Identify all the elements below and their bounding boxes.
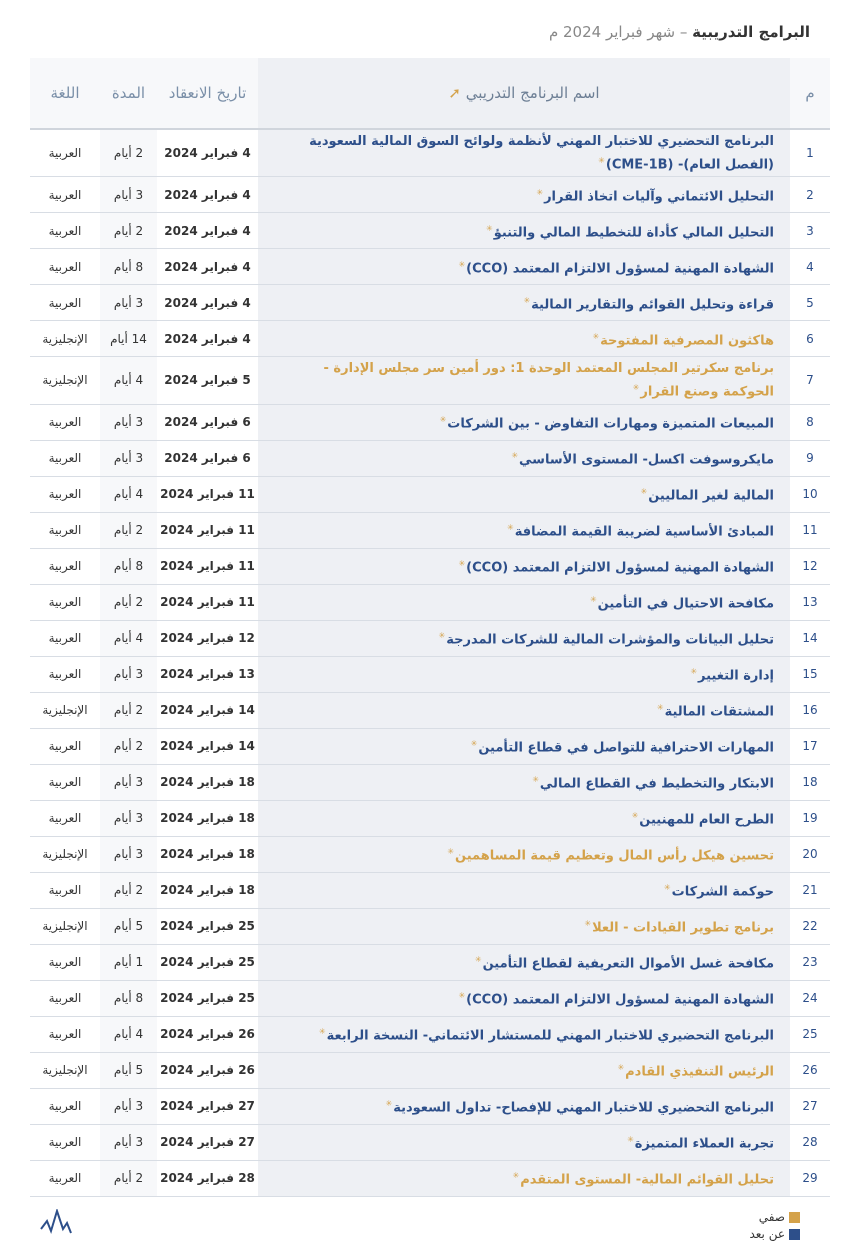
program-date: 11 فبراير 2024: [157, 584, 258, 620]
program-duration: 2 أيام: [100, 1160, 157, 1196]
program-language: العربية: [30, 1088, 100, 1124]
sparkle-icon: ✳: [474, 955, 482, 965]
program-date: 11 فبراير 2024: [157, 476, 258, 512]
program-language: العربية: [30, 548, 100, 584]
program-name: [258, 836, 790, 872]
legend-remote: [749, 1226, 800, 1243]
sparkle-icon: ✳: [438, 631, 446, 641]
program-name: [258, 872, 790, 908]
sparkle-icon: ✳: [589, 595, 597, 605]
row-number: 8: [790, 404, 830, 440]
table-row: [30, 1088, 830, 1124]
program-name-text: المهارات الاحترافية للتواصل في قطاع التأمين: [478, 740, 774, 756]
table-row: [30, 584, 830, 620]
row-number: 20: [790, 836, 830, 872]
program-date: 4 فبراير 2024: [157, 213, 258, 249]
sparkle-icon: ✳: [470, 739, 478, 749]
program-date: 27 فبراير 2024: [157, 1088, 258, 1124]
row-number: 19: [790, 800, 830, 836]
program-date: 25 فبراير 2024: [157, 944, 258, 980]
program-date: 4 فبراير 2024: [157, 285, 258, 321]
program-language: العربية: [30, 656, 100, 692]
program-date: 13 فبراير 2024: [157, 656, 258, 692]
program-name: [258, 213, 790, 249]
table-row: [30, 1124, 830, 1160]
row-number: 18: [790, 764, 830, 800]
program-language: الإنجليزية: [30, 357, 100, 404]
table-row: [30, 476, 830, 512]
program-date: 14 فبراير 2024: [157, 728, 258, 764]
program-duration: 4 أيام: [100, 476, 157, 512]
program-name-text: المبيعات المتميزة ومهارات التفاوض - بين الشركات: [447, 416, 774, 432]
col-duration: المدة: [100, 58, 157, 129]
row-number: 25: [790, 1016, 830, 1052]
program-name: [258, 249, 790, 285]
program-name-text: البرنامج التحضيري للاختبار المهني للإفصاح- تداول السعودية: [393, 1100, 774, 1116]
table-row: [30, 692, 830, 728]
program-language: العربية: [30, 404, 100, 440]
row-number: 9: [790, 440, 830, 476]
program-duration: 4 أيام: [100, 620, 157, 656]
program-language: الإنجليزية: [30, 1052, 100, 1088]
program-name: [258, 764, 790, 800]
legend-label: عن بعد: [749, 1227, 785, 1242]
program-language: العربية: [30, 980, 100, 1016]
program-name: [258, 512, 790, 548]
table-row: [30, 872, 830, 908]
sparkle-icon: ✳: [385, 1099, 393, 1109]
program-name-text: الابتكار والتخطيط في القطاع المالي: [539, 776, 774, 792]
row-number: 1: [790, 129, 830, 177]
sparkle-icon: ✳: [598, 156, 605, 165]
program-name-text: مكافحة غسل الأموال التعريفية لقطاع التأمين: [482, 956, 774, 972]
program-date: 27 فبراير 2024: [157, 1124, 258, 1160]
program-name: [258, 620, 790, 656]
col-num: م: [790, 58, 830, 129]
program-language: الإنجليزية: [30, 692, 100, 728]
col-date: تاريخ الانعقاد: [157, 58, 258, 129]
program-name: [258, 656, 790, 692]
program-name-text: الشهادة المهنية لمسؤول الالتزام المعتمد (CCO): [466, 992, 774, 1008]
program-duration: 3 أيام: [100, 177, 157, 213]
col-name: [258, 58, 790, 129]
program-name-text: هاكثون المصرفية المفتوحة: [600, 333, 774, 349]
table-row: [30, 656, 830, 692]
program-date: 25 فبراير 2024: [157, 908, 258, 944]
program-duration: 3 أيام: [100, 836, 157, 872]
program-name-text: المبادئ الأساسية لضريبة القيمة المضافة: [514, 524, 774, 540]
sparkle-icon: ✳: [536, 188, 544, 198]
row-number: 23: [790, 944, 830, 980]
row-number: 3: [790, 213, 830, 249]
program-duration: 3 أيام: [100, 285, 157, 321]
row-number: 7: [790, 357, 830, 404]
program-language: العربية: [30, 129, 100, 177]
row-number: 16: [790, 692, 830, 728]
program-language: الإنجليزية: [30, 836, 100, 872]
table-row: [30, 1052, 830, 1088]
program-name: [258, 1088, 790, 1124]
program-name: [258, 1052, 790, 1088]
program-duration: 8 أيام: [100, 548, 157, 584]
program-duration: 2 أيام: [100, 129, 157, 177]
table-row: [30, 980, 830, 1016]
program-name: [258, 944, 790, 980]
program-name: [258, 357, 790, 404]
sparkle-icon: ✳: [640, 487, 648, 497]
footer: [30, 1209, 830, 1243]
sparkle-icon: ✳: [318, 1027, 326, 1037]
program-duration: 3 أيام: [100, 656, 157, 692]
program-language: العربية: [30, 512, 100, 548]
program-date: 18 فبراير 2024: [157, 764, 258, 800]
sparkle-icon: ✳: [632, 383, 640, 393]
program-language: العربية: [30, 213, 100, 249]
col-language: اللغة: [30, 58, 100, 129]
table-row: [30, 836, 830, 872]
sparkle-icon: ✳: [690, 667, 698, 677]
row-number: 5: [790, 285, 830, 321]
sparkle-icon: ✳: [627, 1135, 634, 1145]
program-name: [258, 584, 790, 620]
program-duration: 4 أيام: [100, 1016, 157, 1052]
program-duration: 3 أيام: [100, 764, 157, 800]
program-language: العربية: [30, 800, 100, 836]
program-date: 26 فبراير 2024: [157, 1052, 258, 1088]
program-duration: 2 أيام: [100, 728, 157, 764]
cursor-click-icon: ➚: [448, 84, 461, 102]
row-number: 29: [790, 1160, 830, 1196]
program-duration: 5 أيام: [100, 1052, 157, 1088]
title-sub: – شهر فبراير 2024 م: [548, 23, 688, 41]
table-row: [30, 908, 830, 944]
program-duration: 2 أيام: [100, 584, 157, 620]
program-name-text: قراءة وتحليل القوائم والتقارير المالية: [531, 297, 774, 313]
program-name: [258, 980, 790, 1016]
program-date: 4 فبراير 2024: [157, 321, 258, 357]
sparkle-icon: ✳: [631, 811, 639, 821]
program-date: 26 فبراير 2024: [157, 1016, 258, 1052]
program-name: [258, 476, 790, 512]
program-duration: 3 أيام: [100, 800, 157, 836]
program-name-text: تجربة العملاء المتميزة: [634, 1136, 774, 1152]
program-date: 28 فبراير 2024: [157, 1160, 258, 1196]
page-title: [549, 22, 810, 42]
program-language: العربية: [30, 944, 100, 980]
program-language: العربية: [30, 440, 100, 476]
program-language: العربية: [30, 1160, 100, 1196]
table-row: [30, 129, 830, 177]
table-row: [30, 728, 830, 764]
program-date: 18 فبراير 2024: [157, 836, 258, 872]
program-language: العربية: [30, 584, 100, 620]
program-name: [258, 1016, 790, 1052]
program-name: [258, 1160, 790, 1196]
program-name-text: مايكروسوفت اكسل- المستوى الأساسي: [519, 452, 774, 468]
row-number: 13: [790, 584, 830, 620]
table-row: [30, 944, 830, 980]
row-number: 22: [790, 908, 830, 944]
program-duration: 2 أيام: [100, 512, 157, 548]
row-number: 10: [790, 476, 830, 512]
program-language: العربية: [30, 177, 100, 213]
sparkle-icon: ✳: [617, 1063, 625, 1073]
program-name: [258, 1124, 790, 1160]
row-number: 15: [790, 656, 830, 692]
program-name: [258, 285, 790, 321]
row-number: 28: [790, 1124, 830, 1160]
program-duration: 4 أيام: [100, 357, 157, 404]
program-name: [258, 177, 790, 213]
program-date: 14 فبراير 2024: [157, 692, 258, 728]
program-date: 5 فبراير 2024: [157, 357, 258, 404]
row-number: 26: [790, 1052, 830, 1088]
sparkle-icon: ✳: [507, 523, 514, 533]
program-language: العربية: [30, 1016, 100, 1052]
row-number: 11: [790, 512, 830, 548]
table-row: [30, 764, 830, 800]
row-number: 24: [790, 980, 830, 1016]
row-number: 2: [790, 177, 830, 213]
sparkle-icon: ✳: [511, 451, 519, 461]
table-header: [30, 58, 830, 129]
row-number: 17: [790, 728, 830, 764]
program-name-text: الشهادة المهنية لمسؤول الالتزام المعتمد (CCO): [466, 560, 774, 576]
program-language: العربية: [30, 285, 100, 321]
program-name-text: المالية لغير الماليين: [648, 488, 774, 504]
program-name: [258, 548, 790, 584]
sparkle-icon: ✳: [592, 332, 600, 342]
program-name: [258, 129, 790, 177]
row-number: 21: [790, 872, 830, 908]
program-duration: 3 أيام: [100, 1088, 157, 1124]
legend-label: صفي: [758, 1210, 785, 1225]
program-name-text: التحليل المالي كأداة للتخطيط المالي والتنبؤ: [493, 225, 774, 241]
sparkle-icon: ✳: [663, 883, 671, 893]
program-name-text: مكافحة الاحتيال في التأمين: [597, 596, 774, 612]
program-name-text: الطرح العام للمهنيين: [639, 812, 774, 828]
program-language: العربية: [30, 249, 100, 285]
sparkle-icon: ✳: [458, 991, 466, 1001]
program-language: العربية: [30, 1124, 100, 1160]
program-date: 25 فبراير 2024: [157, 980, 258, 1016]
table-row: [30, 404, 830, 440]
program-duration: 3 أيام: [100, 440, 157, 476]
program-language: العربية: [30, 872, 100, 908]
program-name-text: حوكمة الشركات: [671, 884, 774, 900]
table-row: [30, 357, 830, 404]
academy-logo: [36, 1209, 76, 1239]
program-duration: 14 أيام: [100, 321, 157, 357]
program-date: 4 فبراير 2024: [157, 129, 258, 177]
legend: [749, 1209, 800, 1243]
program-duration: 3 أيام: [100, 1124, 157, 1160]
program-date: 6 فبراير 2024: [157, 440, 258, 476]
table-row: [30, 213, 830, 249]
sparkle-icon: ✳: [532, 775, 539, 785]
row-number: 27: [790, 1088, 830, 1124]
program-name-text: الشهادة المهنية لمسؤول الالتزام المعتمد (CCO): [466, 261, 774, 277]
program-name-text: تحليل البيانات والمؤشرات المالية للشركات المدرجة: [446, 632, 774, 648]
program-date: 18 فبراير 2024: [157, 872, 258, 908]
row-number: 4: [790, 249, 830, 285]
row-number: 14: [790, 620, 830, 656]
program-language: العربية: [30, 764, 100, 800]
sparkle-icon: ✳: [486, 224, 493, 234]
program-name: [258, 692, 790, 728]
program-name: [258, 728, 790, 764]
program-date: 11 فبراير 2024: [157, 548, 258, 584]
sparkle-icon: ✳: [447, 847, 454, 857]
program-duration: 5 أيام: [100, 908, 157, 944]
program-duration: 8 أيام: [100, 249, 157, 285]
program-name: [258, 440, 790, 476]
program-duration: 8 أيام: [100, 980, 157, 1016]
program-name-text: المشتقات المالية: [664, 704, 774, 720]
program-name-text: التحليل الائتماني وآليات اتخاذ القرار: [544, 189, 774, 205]
col-name-label: اسم البرنامج التدريبي: [465, 84, 600, 102]
program-duration: 2 أيام: [100, 213, 157, 249]
table-row: [30, 1160, 830, 1196]
program-date: 12 فبراير 2024: [157, 620, 258, 656]
program-language: الإنجليزية: [30, 908, 100, 944]
program-name-text: إدارة التغيير: [698, 668, 774, 684]
program-name-text: البرنامج التحضيري للاختبار المهني لأنظمة ولوائح السوق المالية السعودية (الفصل العام)- (CME-1B): [309, 134, 774, 173]
table-row: [30, 321, 830, 357]
program-date: 18 فبراير 2024: [157, 800, 258, 836]
programs-table: [30, 58, 830, 1197]
program-language: العربية: [30, 620, 100, 656]
program-duration: 2 أيام: [100, 872, 157, 908]
program-date: 11 فبراير 2024: [157, 512, 258, 548]
program-duration: 1 أيام: [100, 944, 157, 980]
legend-swatch: [789, 1212, 800, 1223]
legend-classroom: [749, 1209, 800, 1226]
program-date: 6 فبراير 2024: [157, 404, 258, 440]
program-duration: 2 أيام: [100, 692, 157, 728]
program-date: 4 فبراير 2024: [157, 249, 258, 285]
legend-swatch: [789, 1229, 800, 1240]
logo-mark-icon: [39, 1209, 73, 1235]
program-name: [258, 321, 790, 357]
sparkle-icon: ✳: [458, 260, 466, 270]
program-name-text: البرنامج التحضيري للاختبار المهني للمستشار الائتماني- النسخة الرابعة: [326, 1028, 774, 1044]
program-language: العربية: [30, 476, 100, 512]
table-row: [30, 548, 830, 584]
program-name: [258, 404, 790, 440]
program-name: [258, 908, 790, 944]
program-language: الإنجليزية: [30, 321, 100, 357]
sparkle-icon: ✳: [439, 415, 447, 425]
program-duration: 3 أيام: [100, 404, 157, 440]
sparkle-icon: ✳: [656, 703, 664, 713]
program-date: 4 فبراير 2024: [157, 177, 258, 213]
title-main: البرامج التدريبية: [692, 23, 810, 41]
program-name-text: برنامج تطوير القيادات - العلا: [592, 920, 774, 936]
program-name-text: الرئيس التنفيذي القادم: [625, 1064, 774, 1080]
table-row: [30, 620, 830, 656]
row-number: 12: [790, 548, 830, 584]
program-name-text: تحليل القوائم المالية- المستوى المتقدم: [520, 1172, 774, 1188]
table-row: [30, 177, 830, 213]
sparkle-icon: ✳: [512, 1171, 520, 1181]
table-row: [30, 1016, 830, 1052]
table-row: [30, 285, 830, 321]
table-row: [30, 800, 830, 836]
program-language: العربية: [30, 728, 100, 764]
row-number: 6: [790, 321, 830, 357]
sparkle-icon: ✳: [523, 296, 531, 306]
program-name-text: تحسين هيكل رأس المال وتعظيم قيمة المساهمين: [455, 848, 774, 864]
table-row: [30, 512, 830, 548]
program-name: [258, 800, 790, 836]
sparkle-icon: ✳: [584, 919, 592, 929]
sparkle-icon: ✳: [458, 559, 466, 569]
program-name-text: برنامج سكرتير المجلس المعتمد الوحدة 1: دور أمين سر مجلس الإدارة - الحوكمة وصنع القرار: [323, 361, 774, 400]
table-row: [30, 440, 830, 476]
table-row: [30, 249, 830, 285]
